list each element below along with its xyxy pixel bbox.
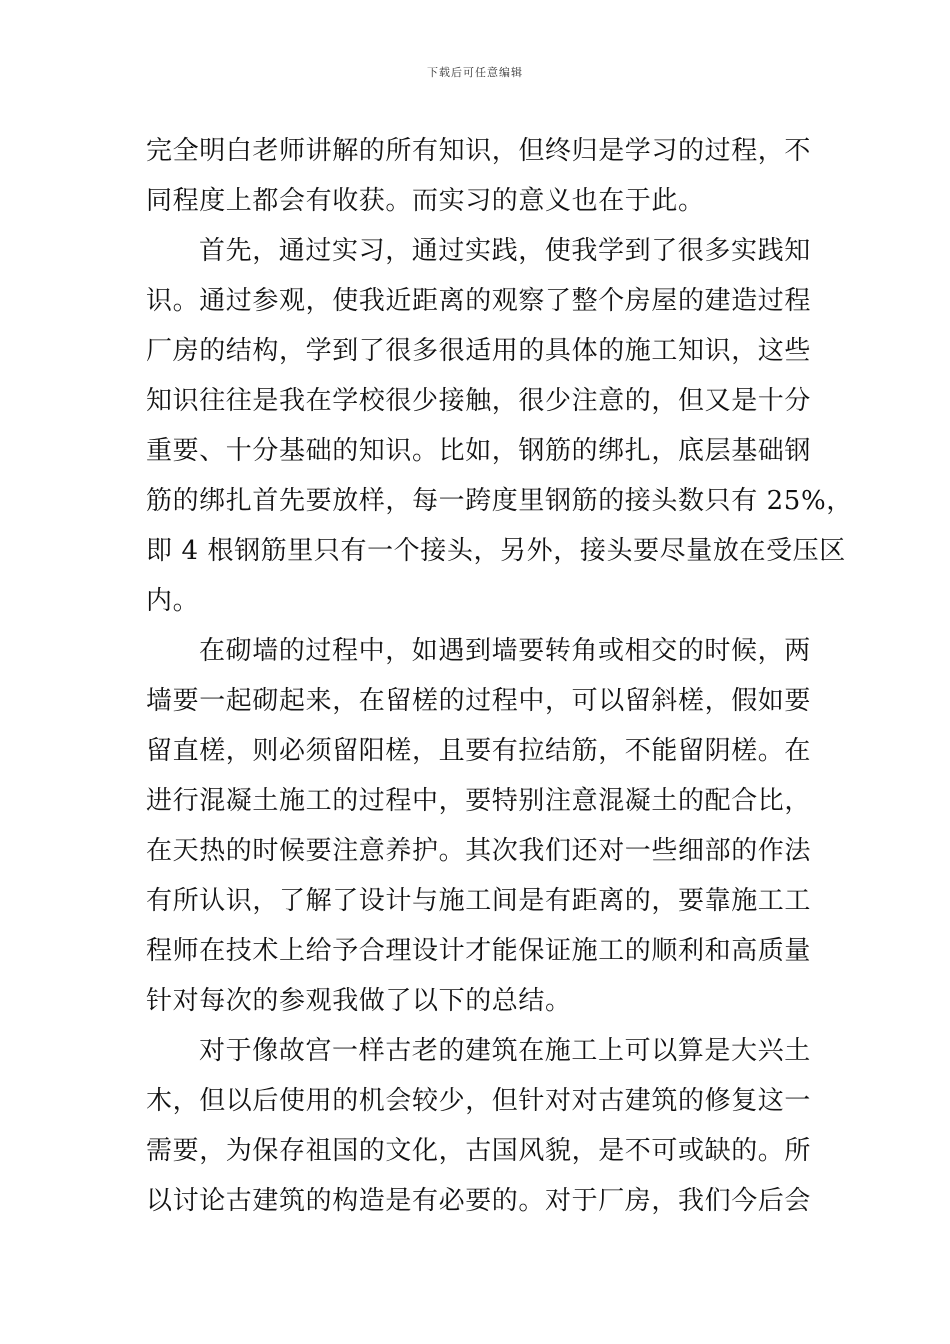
paragraph-start-line: 在砌墙的过程中，如遇到墙要转角或相交的时候，两 <box>199 636 811 666</box>
text-line: 内。 <box>146 586 200 616</box>
text-line: 知识往往是我在学校很少接触，很少注意的，但又是十分 <box>146 386 812 416</box>
text-line: 同程度上都会有收获。而实习的意义也在于此。 <box>146 186 705 216</box>
text-line: 进行混凝土施工的过程中，要特别注意混凝土的配合比， <box>146 786 812 816</box>
text-line: 以讨论古建筑的构造是有必要的。对于厂房，我们今后会 <box>146 1186 812 1216</box>
body-text <box>146 126 853 1226</box>
text-line: 有所认识，了解了设计与施工间是有距离的，要靠施工工 <box>146 886 812 916</box>
paragraph-start-line: 首先，通过实习，通过实践，使我学到了很多实践知 <box>199 236 811 266</box>
text-line: 需要，为保存祖国的文化，古国风貌，是不可或缺的。所 <box>146 1136 812 1166</box>
text-line: 识。通过参观，使我近距离的观察了整个房屋的建造过程 <box>146 286 812 316</box>
text-line: 墙要一起砌起来，在留槎的过程中，可以留斜槎，假如要 <box>146 686 812 716</box>
text-line: 木，但以后使用的机会较少，但针对对古建筑的修复这一 <box>146 1086 812 1116</box>
text-line: 在天热的时候要注意养护。其次我们还对一些细部的作法 <box>146 836 812 866</box>
page-header: 下载后可任意编辑 <box>427 66 523 79</box>
text-line: 程师在技术上给予合理设计才能保证施工的顺利和高质量 <box>146 936 812 966</box>
text-line: 厂房的结构，学到了很多很适用的具体的施工知识，这些 <box>146 336 812 366</box>
text-line: 留直槎，则必须留阳槎，且要有拉结筋，不能留阴槎。在 <box>146 736 812 766</box>
text-line: 即 4 根钢筋里只有一个接头，另外，接头要尽量放在受压区 <box>146 536 846 566</box>
text-line: 完全明白老师讲解的所有知识，但终归是学习的过程，不 <box>146 136 812 166</box>
paragraph-start-line: 对于像故宫一样古老的建筑在施工上可以算是大兴土 <box>199 1036 811 1066</box>
text-line: 筋的绑扎首先要放样，每一跨度里钢筋的接头数只有 25%， <box>146 486 853 516</box>
text-line: 针对每次的参观我做了以下的总结。 <box>146 986 572 1016</box>
text-line: 重要、十分基础的知识。比如，钢筋的绑扎，底层基础钢 <box>146 436 812 466</box>
